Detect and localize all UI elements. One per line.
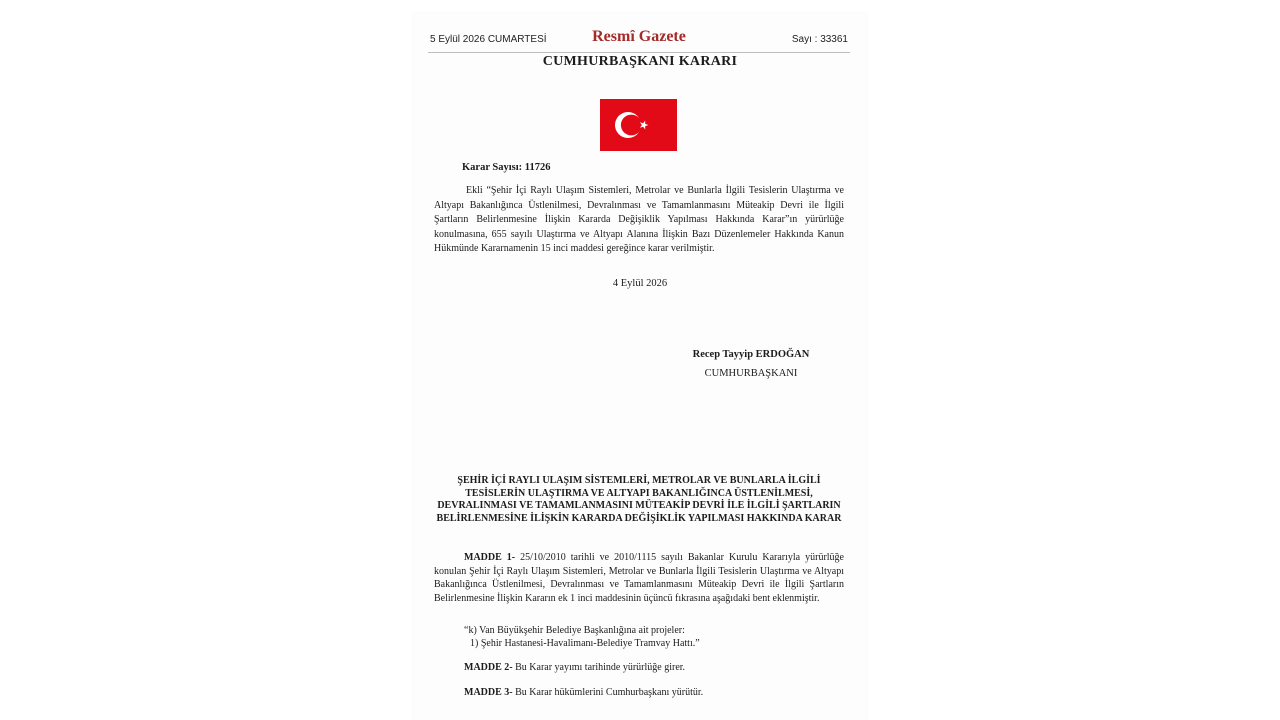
article-2-text: Bu Karar yayımı tarihinde yürürlüğe girer.	[512, 662, 686, 673]
article-1-item-1: 1) Şehir Hastanesi-Havalimanı-Belediye Tramvay Hattı.”	[470, 638, 700, 649]
article-2	[464, 662, 685, 673]
article-3	[464, 687, 703, 698]
article-1-label: MADDE 1-	[464, 552, 516, 563]
gazette-title: Resmî Gazete	[592, 28, 686, 45]
decision-date: 4 Eylül 2026	[612, 278, 668, 289]
signer-name: Recep Tayyip ERDOĞAN	[692, 349, 810, 360]
header-date: 5 Eylül 2026 CUMARTESİ	[430, 34, 547, 45]
turkish-flag-icon	[600, 99, 677, 151]
gazette-page	[414, 14, 866, 720]
article-3-text: Bu Karar hükümlerini Cumhurbaşkanı yürütür.	[512, 687, 704, 698]
annex-title: ŞEHİR İÇİ RAYLI ULAŞIM SİSTEMLERİ, METROLAR VE BUNLARLA İLGİLİ TESİSLERİN ULAŞTIRMA VE ALTYAPI BAKANLIĞINCA ÜSTLENİLMESİ, DEVRALINMASI VE TAMAMLANMASINI MÜTEAKİP DEVRİ İLE İLGİLİ ŞARTLARIN BELİRLENMESİNE İLİŞKİN KARARDA DEĞİŞİKLİK YAPILMASI HAKKINDA KARAR	[436, 475, 842, 524]
signer-title: CUMHURBAŞKANI	[704, 368, 798, 379]
document-type: CUMHURBAŞKANI KARARI	[542, 54, 738, 69]
article-1	[434, 551, 844, 605]
intro-paragraph: Ekli “Şehir İçi Raylı Ulaşım Sistemleri, Metrolar ve Bunlarla İlgili Tesislerin Ulaştırma ve Altyapı Bakanlığınca Üstlenilmesi, Devralınması ve Tamamlanmasını Müteakip Devri ile İlgili Şartların Belirlenmesine İlişkin Kararda Değişiklik Yapılması Hakkında Karar”ın yürürlüğe konulmasına, 655 sayılı Ulaştırma ve Altyapı Alanına İlişkin Bazı Düzenlemeler Hakkında Kanun Hükmünde Kararnamenin 15 inci maddesi gereğince karar verilmiştir.	[434, 185, 844, 254]
issue-number: Sayı : 33361	[791, 34, 848, 45]
decision-number: Karar Sayısı: 11726	[462, 162, 551, 173]
gazette-header	[428, 28, 850, 53]
article-3-label: MADDE 3-	[464, 687, 513, 698]
article-1-text: 25/10/2010 tarihli ve 2010/1115 sayılı Bakanlar Kurulu Kararıyla yürürlüğe konulan Şehir İçi Raylı Ulaşım Sistemleri, Metrolar ve Bunlarla İlgili Tesislerin Ulaştırma ve Altyapı Bakanlığınca Üstlenilmesi, Devralınması ve Tamamlanmasını Müteakip Devri ile İlgili Şartların Belirlenmesine İlişkin Kararın ek 1 inci maddesinin üçüncü fıkrasına aşağıdaki bent eklenmiştir.	[434, 552, 844, 604]
article-2-label: MADDE 2-	[464, 662, 513, 673]
article-1-item-k: “k) Van Büyükşehir Belediye Başkanlığına ait projeler:	[464, 625, 685, 636]
